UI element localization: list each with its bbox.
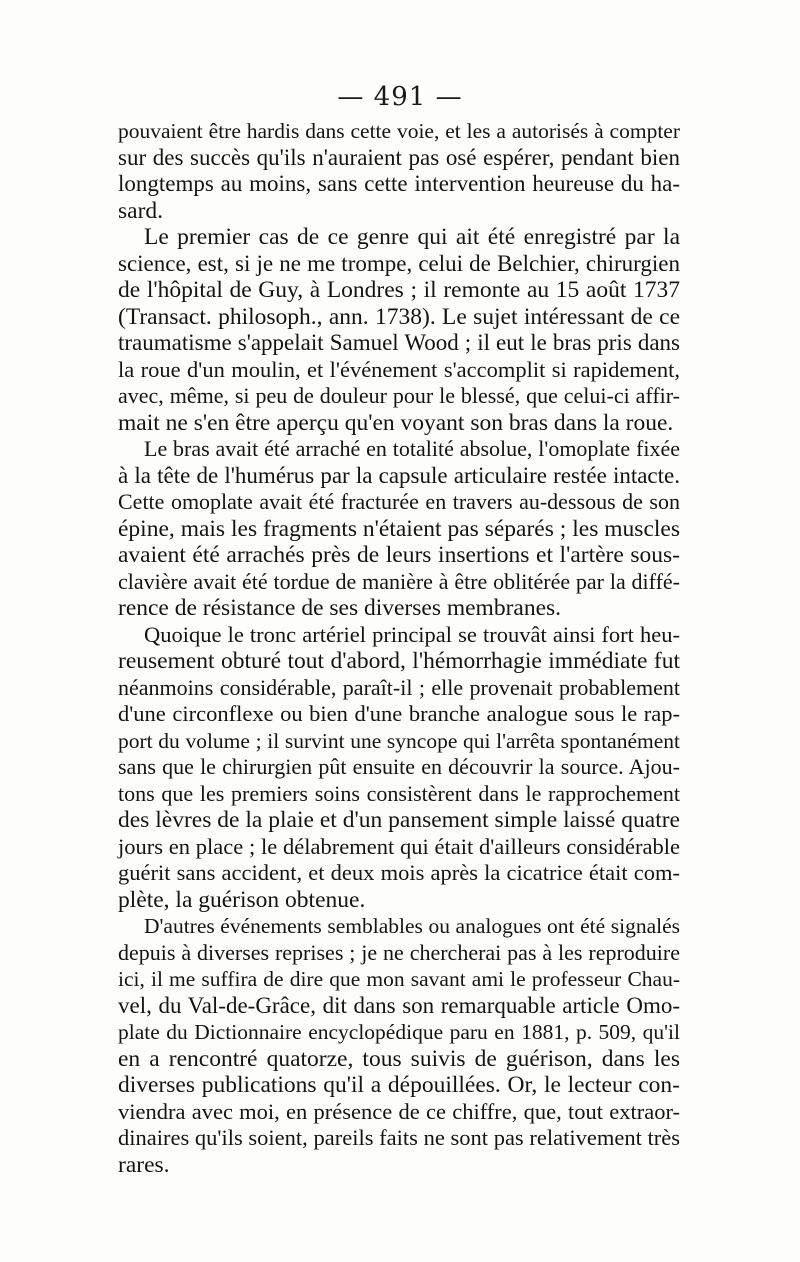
text-line: d'une circonflexe ou bien d'une branche analogue sous le rap-	[118, 701, 680, 726]
text-line: plète, la guérison obtenue.	[118, 886, 366, 913]
text-line: viendra avec moi, en présence de ce chiffre, que, tout extraor-	[118, 1098, 680, 1124]
text-line: traumatisme s'appelait Samuel Wood ; il eut le bras pris dans	[118, 330, 680, 355]
text-line: diverses publications qu'il a dépouillées. Or, le lecteur con-	[118, 1072, 680, 1098]
text-line: port du volume ; il survint une syncope qui l'arrêta spontanément	[118, 728, 680, 753]
text-line: guérit sans accident, et deux mois après la cicatrice était com-	[118, 860, 680, 885]
text-line: sans que le chirurgien pût ensuite en découvrir la source. Ajou-	[118, 754, 680, 779]
text-line: ici, il me suffira de dire que mon savant ami le professeur Chau-	[118, 967, 680, 991]
paragraph	[118, 913, 680, 1178]
text-line: avec, même, si peu de douleur pour le blessé, que celui-ci affir-	[118, 383, 680, 408]
text-line: mait ne s'en être aperçu qu'en voyant son bras dans la roue.	[118, 409, 674, 436]
text-line: sur des succès qu'ils n'auraient pas osé espérer, pendant bien	[118, 144, 680, 170]
text-line: des lèvres de la plaie et d'un pansement simple laissé quatre	[118, 807, 680, 833]
text-line: néanmoins considérable, paraît-il ; elle provenait probablement	[118, 674, 680, 700]
text-line: vel, du Val-de-Grâce, dit dans son remarquable article Omo-	[118, 992, 680, 1018]
text-line: pouvaient être hardis dans cette voie, et les a autorisés à compter	[118, 119, 680, 143]
text-line: depuis à diverses reprises ; je ne chercherai pas à les reproduire	[118, 939, 680, 965]
text-line: clavière avait été tordue de manière à être oblitérée par la diffé-	[118, 568, 680, 594]
text-line: dinaires qu'ils soient, pareils faits ne sont pas relativement très	[118, 1125, 680, 1150]
text-line: Le premier cas de ce genre qui ait été enregistré par la	[144, 224, 680, 250]
paragraph	[118, 622, 680, 914]
text-line: rares.	[118, 1151, 170, 1178]
paragraph	[118, 436, 680, 622]
text-line: plate du Dictionnaire encyclopédique paru en 1881, p. 509, qu'il	[118, 1020, 680, 1044]
text-line: longtemps au moins, sans cette intervention heureuse du ha-	[118, 171, 680, 196]
text-line: épine, mais les fragments n'étaient pas séparés ; les muscles	[118, 515, 680, 542]
paragraph	[118, 224, 680, 436]
text-line: avaient été arrachés près de leurs insertions et l'artère sous-	[118, 542, 680, 568]
page-number: — 491 —	[337, 82, 463, 112]
text-line: la roue d'un moulin, et l'événement s'accomplit si rapidement,	[118, 356, 680, 382]
paragraph	[118, 118, 680, 224]
text-line: D'autres événements semblables ou analogues ont été signalés	[144, 914, 680, 938]
text-line: (Transact. philosoph., ann. 1738). Le sujet intéressant de ce	[118, 303, 680, 330]
text-line: en a rencontré quatorze, tous suivis de guérison, dans les	[118, 1045, 680, 1072]
text-line: jours en place ; le délabrement qui était d'ailleurs considérable	[118, 833, 680, 859]
text-line: reusement obturé tout d'abord, l'hémorrhagie immédiate fut	[118, 648, 680, 674]
text-line: sard.	[118, 197, 164, 224]
text-line: Quoique le tronc artériel principal se trouvât ainsi fort heu-	[144, 621, 680, 647]
text-line: Le bras avait été arraché en totalité absolue, l'omoplate fixée	[144, 436, 680, 461]
text-line: Cette omoplate avait été fracturée en travers au-dessous de son	[118, 489, 680, 514]
body-text	[118, 118, 680, 1178]
text-line: science, est, si je ne me trompe, celui de Belchier, chirurgien	[118, 250, 680, 276]
text-line: tons que les premiers soins consistèrent dans le rapprochement	[118, 780, 680, 806]
text-line: à la tête de l'humérus par la capsule articulaire restée intacte.	[118, 462, 680, 488]
text-line: rence de résistance de ses diverses membranes.	[118, 595, 562, 621]
text-line: de l'hôpital de Guy, à Londres ; il remonte au 15 août 1737	[118, 277, 680, 303]
